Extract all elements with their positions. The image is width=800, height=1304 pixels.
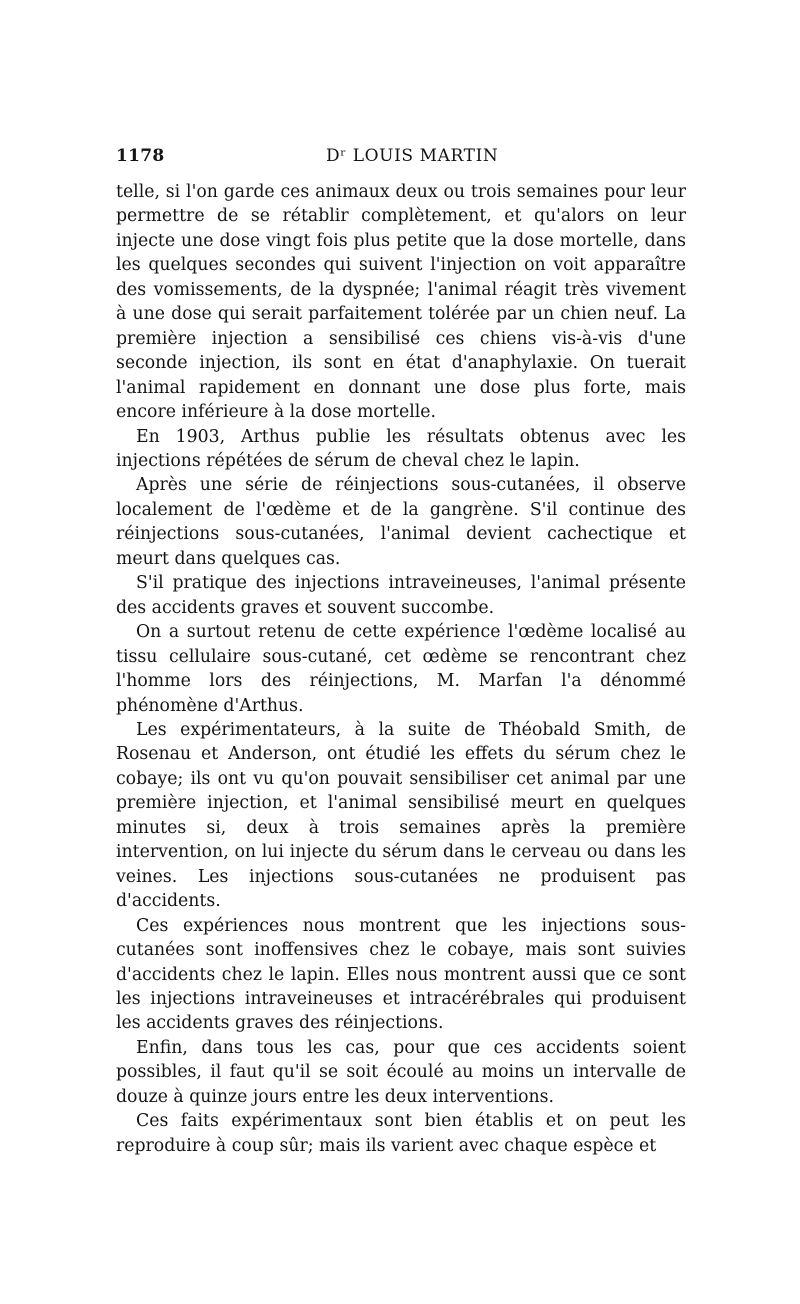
paragraph-species: Ces faits expérimentaux sont bien établis et on peut les reproduire à coup sûr; mais ils varient avec chaque espèce et bbox=[116, 1111, 686, 1156]
body-text bbox=[116, 180, 686, 1158]
header-title: Dʳ LOUIS MARTIN bbox=[326, 146, 499, 166]
page bbox=[116, 140, 686, 1158]
paragraph-subcutaneous: Après une série de réinjections sous-cutanées, il observe localement de l'œdème et de la gangrène. S'il continue des réinjections sous-cutanées, l'animal devient cachectique et meurt dans quelques cas. bbox=[116, 475, 686, 569]
paragraph-continuation: telle, si l'on garde ces animaux deux ou trois semaines pour leur permettre de se rétablir complètement, et qu'alors on leur injecte une dose vingt fois plus petite que la dose mortelle, dans les quelques secondes qui suivent l'injection on voit apparaître des vomissements, de la dyspnée; l'animal réagit très vivement à une dose qui serait parfaitement tolérée par un chien neuf. La première injection a sensibilisé ces chiens vis-à-vis d'une seconde injection, ils sont en état d'anaphylaxie. On tuerait l'animal rapidement en donnant une dose plus forte, mais encore inférieure à la dose mortelle. bbox=[116, 182, 686, 423]
paragraph-experiments: Ces expériences nous montrent que les injections sous-cutanées sont inoffensives chez le cobaye, mais sont suivies d'accidents chez le lapin. Elles nous montrent aussi que ce sont les injections intraveineuses et intracérébrales qui produisent les accidents graves des réinjections. bbox=[116, 915, 686, 1034]
paragraph-arthus-1903: En 1903, Arthus publie les résultats obtenus avec les injections répétées de sérum de cheval chez le lapin. bbox=[116, 426, 686, 471]
paragraph-interval: Enfin, dans tous les cas, pour que ces accidents soient possibles, il faut qu'il se soit écoulé au moins un intervalle de douze à quinze jours entre les deux interventions. bbox=[116, 1037, 686, 1107]
page-number: 1178 bbox=[116, 146, 165, 166]
paragraph-arthus-phenomenon: On a surtout retenu de cette expérience l'œdème localisé au tissu cellulaire sous-cutané, cet œdème se rencontrant chez l'homme lors des réinjections, M. Marfan l'a dénommé phénomène d'Arthus. bbox=[116, 622, 686, 716]
paragraph-guinea-pig: Les expérimentateurs, à la suite de Théobald Smith, de Rosenau et Anderson, ont étudié les effets du sérum chez le cobaye; ils ont vu qu'on pouvait sensibiliser cet animal par une première injection, et l'animal sensibilisé meurt en quelques minutes si, deux à trois semaines après la première intervention, on lui injecte du sérum dans le cerveau ou dans les veines. Les injections sous-cutanées ne produisent pas d'accidents. bbox=[116, 719, 686, 912]
paragraph-intravenous: S'il pratique des injections intraveineuses, l'animal présente des accidents graves et souvent succombe. bbox=[116, 573, 686, 618]
running-head bbox=[116, 140, 686, 174]
